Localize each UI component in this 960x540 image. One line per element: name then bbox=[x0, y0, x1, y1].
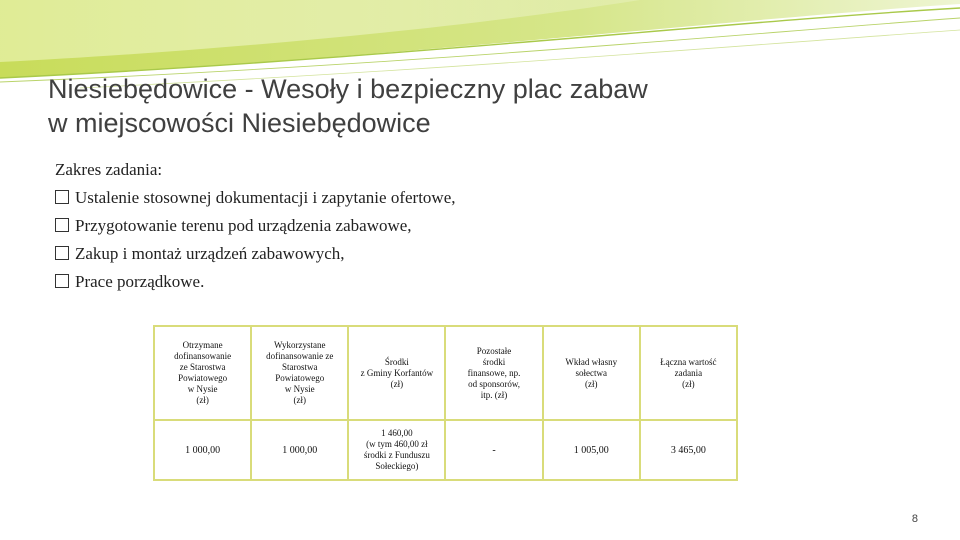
checkbox-bullet-icon bbox=[55, 190, 69, 204]
value-cell-municipality-funds: 1 460,00 (w tym 460,00 zł środki z Funduszu Sołeckiego) bbox=[348, 420, 445, 480]
scope-bullet-item bbox=[55, 240, 855, 268]
table-row bbox=[154, 420, 737, 480]
header-cell-received-funding: Otrzymane dofinansowanie ze Starostwa Powiatowego w Nysie (zł) bbox=[154, 326, 251, 420]
value-cell-own-contribution: 1 005,00 bbox=[543, 420, 640, 480]
slide-title-line-2: w miejscowości Niesiebędowice bbox=[48, 108, 431, 138]
scope-bullet-text: Ustalenie stosownej dokumentacji i zapytanie ofertowe, bbox=[75, 188, 456, 207]
value-cell-total-value: 3 465,00 bbox=[640, 420, 737, 480]
scope-heading: Zakres zadania: bbox=[55, 160, 163, 179]
scope-bullet-item bbox=[55, 268, 855, 296]
header-cell-total-value: Łączna wartość zadania (zł) bbox=[640, 326, 737, 420]
checkbox-bullet-icon bbox=[55, 218, 69, 232]
slide-title bbox=[48, 72, 908, 140]
header-cell-used-funding: Wykorzystane dofinansowanie ze Starostwa Powiatowego w Nysie (zł) bbox=[251, 326, 348, 420]
scope-bullet-text: Przygotowanie terenu pod urządzenia zabawowe, bbox=[75, 216, 412, 235]
checkbox-bullet-icon bbox=[55, 246, 69, 260]
page-number: 8 bbox=[911, 513, 918, 525]
header-cell-other-funds: Pozostałe środki finansowe, np. od sponsorów, itp. (zł) bbox=[445, 326, 542, 420]
value-cell-received-funding: 1 000,00 bbox=[154, 420, 251, 480]
header-cell-own-contribution: Wkład własny sołectwa (zł) bbox=[543, 326, 640, 420]
value-cell-used-funding: 1 000,00 bbox=[251, 420, 348, 480]
table-header-row bbox=[154, 326, 737, 420]
header-cell-municipality-funds: Środki z Gminy Korfantów (zł) bbox=[348, 326, 445, 420]
scope-bullet-item bbox=[55, 212, 855, 240]
scope-bullet-item bbox=[55, 184, 855, 212]
scope-section bbox=[55, 156, 855, 296]
checkbox-bullet-icon bbox=[55, 274, 69, 288]
slide-title-line-1: Niesiebędowice - Wesoły i bezpieczny plac zabaw bbox=[48, 74, 648, 104]
funding-table bbox=[153, 325, 738, 481]
scope-bullet-text: Zakup i montaż urządzeń zabawowych, bbox=[75, 244, 345, 263]
scope-bullet-text: Prace porządkowe. bbox=[75, 272, 205, 291]
value-cell-other-funds: - bbox=[445, 420, 542, 480]
